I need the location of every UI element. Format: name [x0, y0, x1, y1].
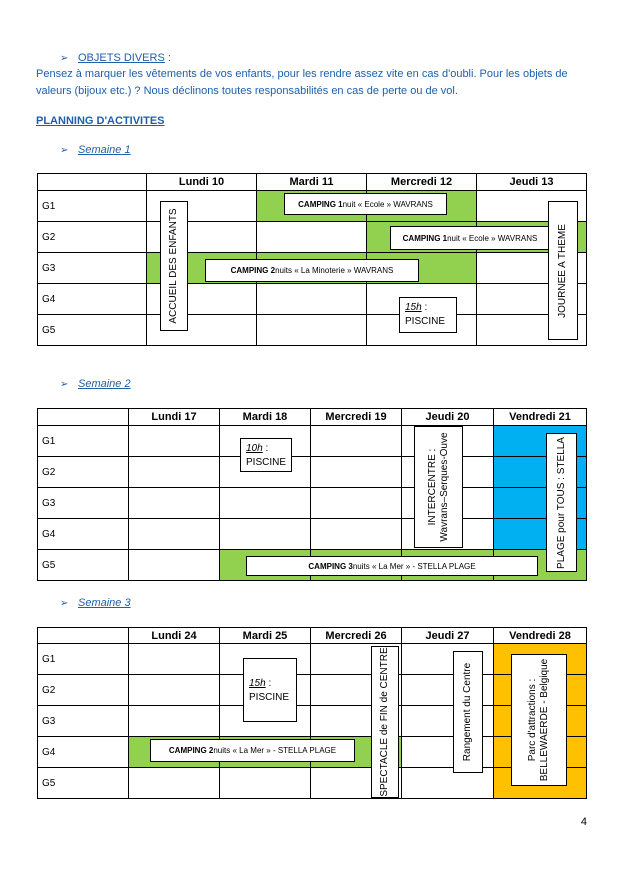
- arrow-bullet-icon: ➢: [60, 53, 69, 64]
- week3-heading: [60, 597, 131, 609]
- day-header: Lundi 24: [129, 628, 220, 644]
- cell: [311, 519, 402, 550]
- spectacle-box: [371, 646, 399, 798]
- camping-rest: nuit « Ecole » WAVRANS: [447, 233, 538, 243]
- camping-rest: nuits « La Minoterie » WAVRANS: [275, 266, 394, 275]
- cell: [129, 675, 220, 706]
- intercentre-box: [414, 426, 463, 548]
- week3-piscine-box: [243, 658, 297, 722]
- corner-cell: [38, 409, 129, 426]
- intercentre-line: INTERCENTRE :: [426, 448, 438, 526]
- cell: [257, 222, 367, 253]
- group-label: G1: [38, 426, 129, 457]
- cell: [220, 488, 311, 519]
- day-header: Mardi 18: [220, 409, 311, 426]
- camping-bold: CAMPING 2: [230, 266, 276, 275]
- corner-cell: [38, 174, 147, 191]
- objets-divers-heading: [60, 52, 171, 64]
- spectacle-label: SPECTACLE de FIN de CENTRE: [379, 647, 390, 797]
- piscine-label: PISCINE: [249, 692, 290, 703]
- group-label: G2: [38, 457, 129, 488]
- group-label: G5: [38, 550, 129, 581]
- cell: [257, 284, 367, 315]
- intercentre-label: [427, 432, 451, 541]
- colon: :: [262, 443, 269, 454]
- day-header: Vendredi 28: [494, 628, 587, 644]
- paragraph-line: Pensez à marquer les vêtements de vos enfants, pour les rendre assez vite en cas d'oubli. Pour les objets de: [36, 68, 568, 80]
- cell: [257, 315, 367, 346]
- corner-cell: [38, 628, 129, 644]
- cell: [311, 457, 402, 488]
- piscine-label: PISCINE: [246, 457, 287, 468]
- week3-title: Semaine 3: [78, 597, 131, 609]
- colon: :: [164, 52, 171, 64]
- group-label: G3: [38, 488, 129, 519]
- camping-bold: CAMPING 1: [402, 233, 448, 243]
- cell: [129, 768, 220, 799]
- cell: [129, 644, 220, 675]
- week1-piscine-box: [399, 297, 457, 333]
- planning-heading: PLANNING D'ACTIVITES: [36, 115, 165, 127]
- week3-table: [37, 627, 587, 799]
- cell: [311, 488, 402, 519]
- page-number: 4: [580, 816, 587, 828]
- group-label: G1: [38, 644, 129, 675]
- parc-line: BELLEWAERDE - Belgique: [539, 658, 550, 782]
- week2-title: Semaine 2: [78, 378, 131, 390]
- colon: :: [421, 302, 428, 313]
- day-header: Mardi 11: [257, 174, 367, 191]
- colon: :: [265, 678, 272, 689]
- day-header: Vendredi 21: [494, 409, 587, 426]
- cell: [220, 519, 311, 550]
- cell: [220, 768, 311, 799]
- camping-rest: nuits « La Mer » - STELLA PLAGE: [352, 561, 476, 571]
- paragraph-line: valeurs (bijoux etc.) ? Nous déclinons toutes responsabilités en cas de perte ou de vol.: [36, 85, 458, 97]
- group-label: G4: [38, 519, 129, 550]
- group-label: G3: [38, 253, 147, 284]
- week1-heading: [60, 144, 131, 156]
- day-header: Lundi 10: [147, 174, 257, 191]
- group-label: G5: [38, 768, 129, 799]
- day-header: Jeudi 27: [402, 628, 494, 644]
- parc-label: [527, 659, 551, 781]
- cell: [129, 706, 220, 737]
- plage-box: [546, 433, 577, 572]
- cell: [129, 457, 220, 488]
- piscine-time: 15h: [249, 678, 266, 689]
- accueil-box: [160, 201, 188, 331]
- camping-bold: CAMPING 1: [298, 199, 343, 209]
- cell: [311, 426, 402, 457]
- day-header: Mercredi 26: [311, 628, 402, 644]
- piscine-time: 10h: [246, 443, 263, 454]
- cell: [129, 519, 220, 550]
- week1-title: Semaine 1: [78, 144, 131, 156]
- cell: [129, 550, 220, 581]
- camping-bold: CAMPING 2: [168, 746, 214, 755]
- journee-box: [548, 201, 578, 340]
- rangement-label: Rangement du Centre: [462, 662, 473, 762]
- camping-rest: nuit « Ecole » WAVRANS: [342, 199, 433, 209]
- day-header: Jeudi 20: [402, 409, 494, 426]
- rangement-box: [453, 651, 483, 773]
- week2-camping-box: [246, 556, 538, 576]
- group-label: G2: [38, 675, 129, 706]
- day-header: Lundi 17: [129, 409, 220, 426]
- week1-camping-g3-box: [205, 259, 419, 282]
- week2-piscine-box: [240, 438, 292, 472]
- week1-camping-g1-box: [284, 193, 447, 215]
- cell: [129, 488, 220, 519]
- arrow-bullet-icon: ➢: [60, 379, 69, 390]
- group-label: G4: [38, 284, 147, 315]
- accueil-label: ACCUEIL DES ENFANTS: [168, 208, 179, 324]
- day-header: Mardi 25: [220, 628, 311, 644]
- group-label: G1: [38, 191, 147, 222]
- intercentre-line: Wavrans–Serques-Ouve: [438, 432, 450, 542]
- day-header: Mercredi 12: [367, 174, 477, 191]
- objets-divers-paragraph: [36, 66, 596, 100]
- day-header: Jeudi 13: [477, 174, 587, 191]
- arrow-bullet-icon: ➢: [60, 598, 69, 609]
- group-label: G5: [38, 315, 147, 346]
- objets-divers-title: OBJETS DIVERS: [78, 52, 165, 64]
- cell: [129, 426, 220, 457]
- arrow-bullet-icon: ➢: [60, 145, 69, 156]
- parc-line: Parc d'attractions :: [527, 678, 538, 762]
- plage-label: PLAGE pour TOUS : STELLA: [555, 436, 567, 569]
- camping-rest: nuits « La Mer » - STELLA PLAGE: [213, 746, 337, 755]
- group-label: G3: [38, 706, 129, 737]
- group-label: G4: [38, 737, 129, 768]
- parc-box: [511, 654, 567, 786]
- week3-camping-box: [150, 739, 355, 762]
- camping-bold: CAMPING 3: [308, 561, 353, 571]
- piscine-time: 15h: [405, 302, 422, 313]
- journee-label: JOURNEE A THEME: [557, 223, 568, 318]
- week2-heading: [60, 378, 131, 390]
- week1-camping-g2-box: [390, 226, 550, 250]
- day-header: Mercredi 19: [311, 409, 402, 426]
- group-label: G2: [38, 222, 147, 253]
- piscine-label: PISCINE: [405, 316, 446, 327]
